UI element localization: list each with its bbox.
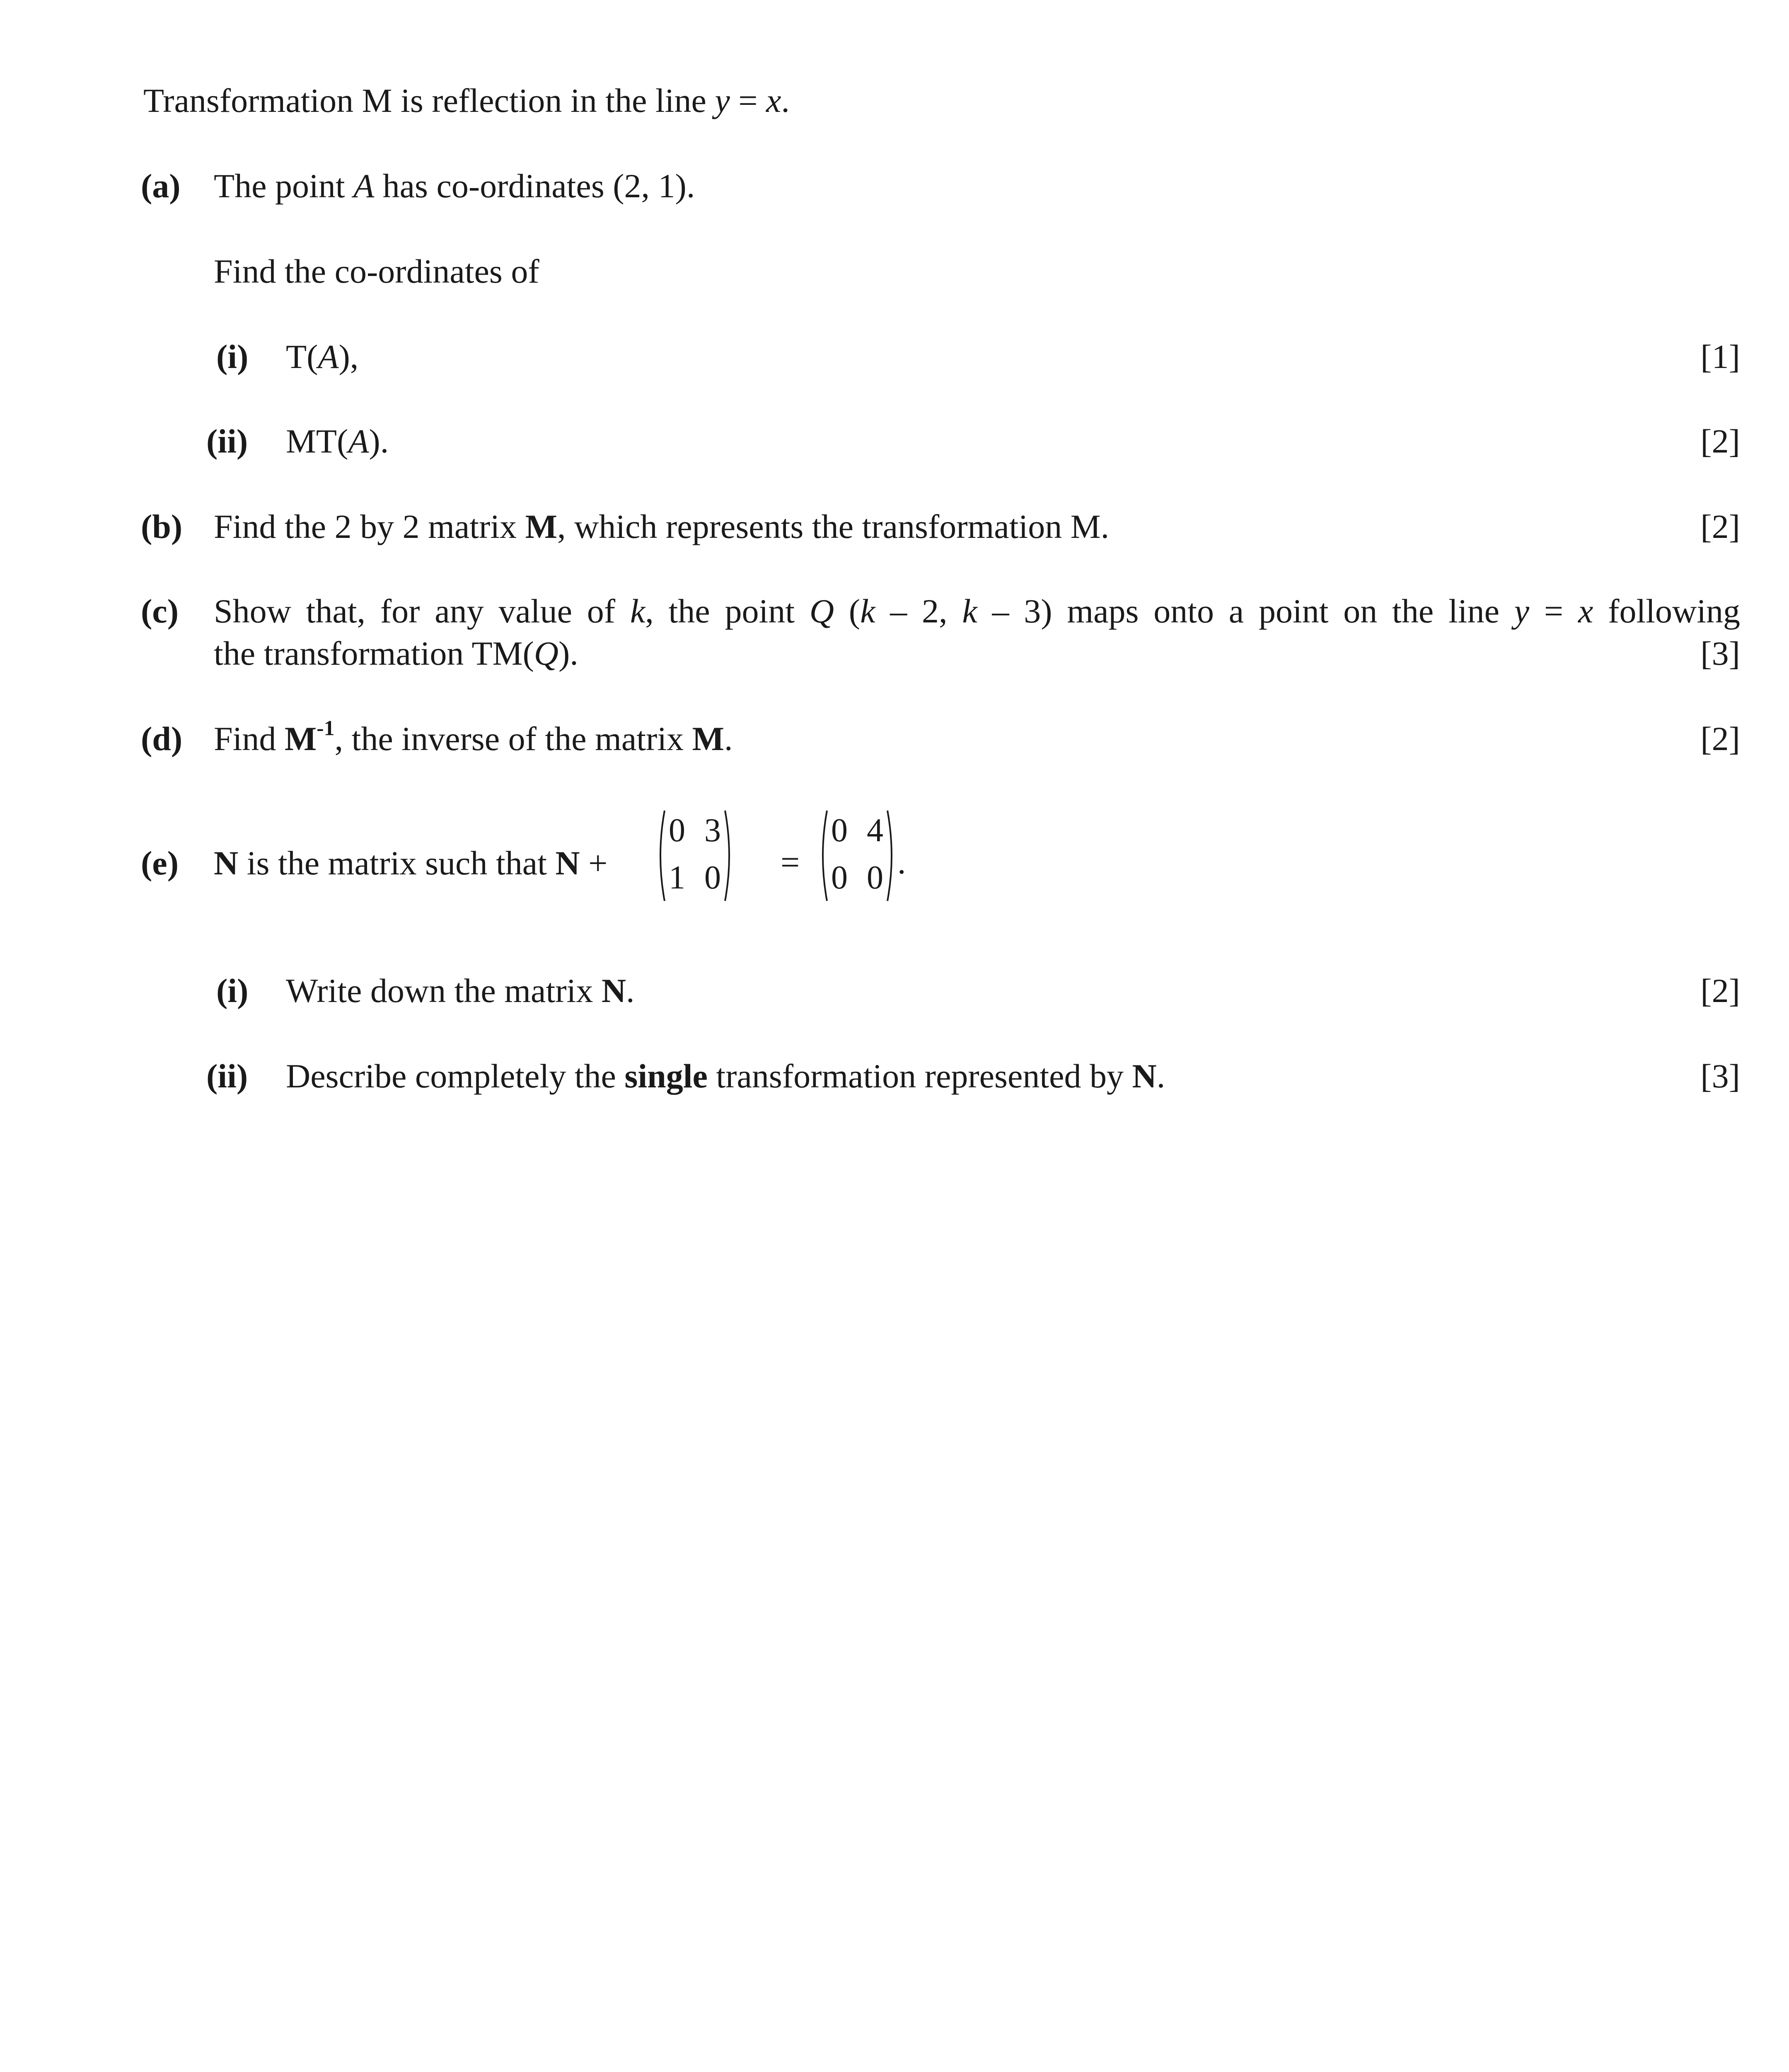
part-c-l1-a: Show that, for any value of [214, 592, 630, 630]
equals-sign: = [781, 843, 800, 881]
matrix-2-cell: 4 [867, 812, 883, 849]
part-a-text-post: has co-ordinates (2, 1). [374, 167, 695, 205]
part-e-n: N [214, 844, 239, 882]
part-e-i-label: (i) [216, 972, 249, 1009]
part-e-ii-post: . [1156, 1057, 1165, 1095]
part-a-i-label: (i) [216, 338, 249, 375]
matrix-1 [655, 808, 734, 903]
part-c-label: (c) [141, 592, 179, 630]
part-c-l1-g: following [1593, 592, 1741, 630]
part-c-k2: k [860, 592, 875, 630]
part-a-find: Find the co-ordinates of [214, 252, 539, 290]
part-d-marks: [2] [1700, 720, 1740, 758]
part-c-line1 [214, 594, 1740, 628]
part-a-i-a: A [318, 338, 339, 375]
part-b-pre: Find the 2 by 2 matrix [214, 508, 525, 545]
part-a-label: (a) [141, 167, 181, 205]
part-a-i-marks: [1] [1700, 338, 1740, 375]
part-c-x: x [1578, 592, 1593, 630]
part-d-text [214, 716, 733, 758]
part-e-plus: + [580, 844, 608, 882]
part-e-text [214, 846, 607, 880]
part-a-ii-a: A [348, 422, 369, 460]
matrix-2-cell: 0 [831, 859, 848, 896]
part-a-i-text [286, 340, 358, 374]
matrix-2-cell: 0 [831, 812, 848, 849]
part-e-ii-label: (ii) [206, 1057, 248, 1095]
intro-dot: . [781, 82, 790, 119]
part-d-mid: , the inverse of the matrix [334, 720, 692, 758]
part-e-ii-marks: [3] [1700, 1057, 1740, 1095]
part-c-l1-b: , the point [645, 592, 810, 630]
part-c-l1-f: = [1529, 592, 1578, 630]
part-a-ii-label: (ii) [206, 422, 248, 460]
part-d-matrix-m2: M [692, 720, 725, 758]
part-e-i-text [286, 974, 635, 1008]
part-e-n2: N [555, 844, 580, 882]
part-c-l2-b: ). [558, 634, 578, 672]
matrix-1-cell: 0 [669, 812, 685, 849]
part-a-text [214, 169, 695, 203]
part-e-i-pre: Write down the matrix [286, 972, 602, 1009]
matrix-1-cell: 0 [704, 859, 721, 896]
part-c-l2-a: the transformation TM( [214, 634, 534, 672]
part-a-ii-marks: [2] [1700, 422, 1740, 460]
part-e-label: (e) [141, 844, 179, 882]
part-c-marks: [3] [1700, 634, 1740, 672]
matrix-1-cell: 1 [669, 859, 685, 896]
part-c-k1: k [630, 592, 645, 630]
part-c-line2 [214, 634, 578, 672]
part-a-text-pre: The point [214, 167, 354, 205]
part-c-l1-e: – 3) maps onto a point on the line [977, 592, 1514, 630]
intro-eq: = [730, 82, 766, 119]
part-b-marks: [2] [1700, 508, 1740, 545]
part-b-text [214, 510, 1109, 544]
part-d-inverse-sup: -1 [317, 716, 335, 740]
part-c-l1-c: ( [834, 592, 861, 630]
part-c-l1-d: – 2, [875, 592, 962, 630]
intro-x: x [766, 82, 781, 119]
intro-text: Transformation M is reflection in the line [143, 82, 715, 119]
intro-line [143, 84, 790, 118]
part-e-i-marks: [2] [1700, 972, 1740, 1009]
part-d-pre: Find [214, 720, 285, 758]
part-c-q2: Q [534, 634, 558, 672]
part-d-label: (d) [141, 720, 183, 758]
part-e-ii-pre: Describe completely the [286, 1057, 625, 1095]
part-d-matrix-m: M [284, 720, 317, 758]
part-e-ii-n: N [1132, 1057, 1157, 1095]
part-b-label: (b) [141, 508, 183, 545]
part-e-i-n: N [601, 972, 626, 1009]
part-a-ii-pre: MT( [286, 422, 348, 460]
matrix-1-cell: 3 [704, 812, 721, 849]
part-a-point-a: A [353, 167, 375, 205]
part-c-y: y [1514, 592, 1530, 630]
matrix-2 [818, 808, 897, 903]
matrix-2-cell: 0 [867, 859, 883, 896]
part-e-i-post: . [626, 972, 635, 1009]
intro-y: y [715, 82, 730, 119]
part-e-ii-single: single [624, 1057, 708, 1095]
part-a-ii-post: ). [369, 422, 389, 460]
part-e-ii-text [286, 1059, 1165, 1093]
part-a-i-pre: T( [286, 338, 318, 375]
part-e-dot: . [897, 843, 906, 881]
part-c-q: Q [809, 592, 834, 630]
part-b-post: , which represents the transformation M. [557, 508, 1110, 545]
part-d-post: . [724, 720, 733, 758]
part-a-i-post: ), [338, 338, 359, 375]
part-e-text-mid: is the matrix such that [238, 844, 556, 882]
part-a-ii-text [286, 424, 389, 458]
part-b-matrix-m: M [525, 508, 558, 545]
part-e-ii-mid: transformation represented by [707, 1057, 1132, 1095]
part-c-k3: k [962, 592, 977, 630]
